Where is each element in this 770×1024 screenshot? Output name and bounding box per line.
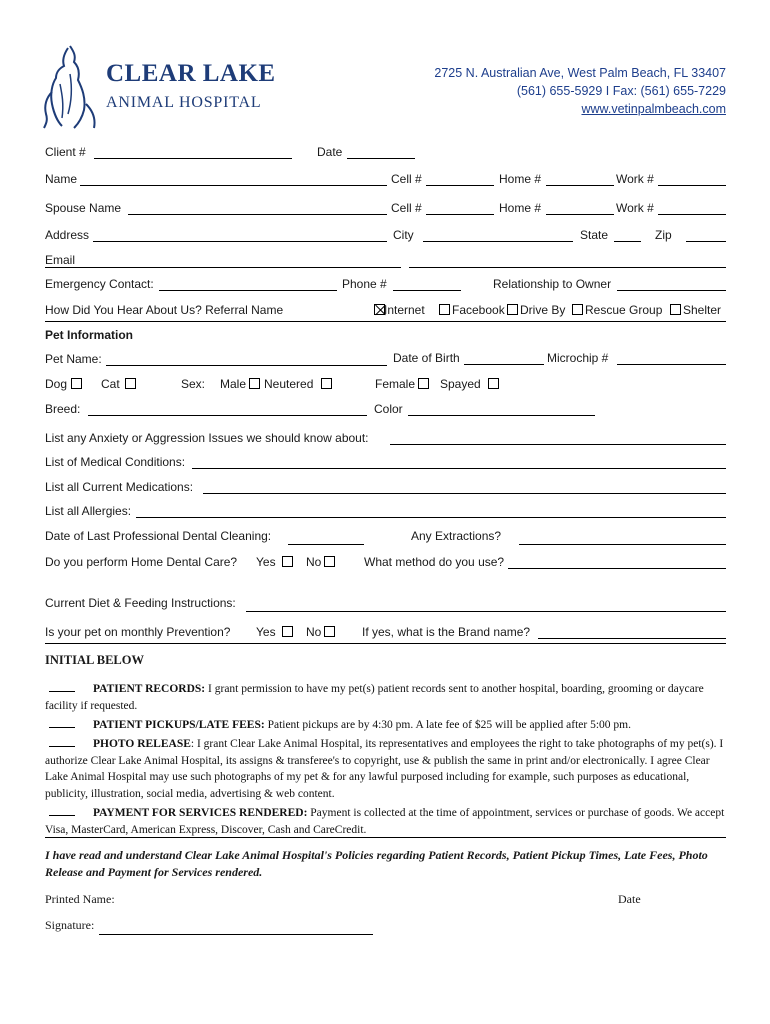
payment-clause (45, 804, 727, 838)
spouse-work-label: Work # (616, 201, 654, 215)
dob-field[interactable] (464, 364, 544, 365)
microchip-field[interactable] (617, 364, 726, 365)
dog-checkbox[interactable] (71, 378, 82, 389)
referral-facebook-label: Facebook (452, 303, 505, 317)
patient-records-clause (45, 680, 727, 714)
method-field[interactable] (508, 568, 726, 569)
patient-records-heading: PATIENT RECORDS: (93, 683, 206, 695)
logo (42, 44, 292, 132)
allergies-label: List all Allergies: (45, 504, 132, 518)
prevention-yes-label: Yes (256, 625, 276, 639)
brand-field[interactable] (538, 638, 726, 639)
work-label: Work # (616, 172, 654, 186)
color-label: Color (374, 402, 403, 416)
photo-release-heading: PHOTO RELEASE (93, 738, 191, 750)
referral-shelter-checkbox[interactable] (670, 304, 681, 315)
referral-driveby-label: Drive By (520, 303, 566, 317)
logo-subtitle: ANIMAL HOSPITAL (106, 94, 262, 111)
initial-below-title: INITIAL BELOW (45, 653, 144, 667)
allergies-field[interactable] (136, 517, 726, 518)
sex-label: Sex: (181, 377, 206, 391)
cell-field[interactable] (426, 185, 494, 186)
spouse-home-label: Home # (499, 201, 542, 215)
state-field[interactable] (614, 241, 641, 242)
spayed-checkbox[interactable] (488, 378, 499, 389)
referral-rescue-checkbox[interactable] (572, 304, 583, 315)
signature-field[interactable] (99, 934, 373, 935)
home-field[interactable] (546, 185, 614, 186)
prevention-label: Is your pet on monthly Prevention? (45, 625, 231, 639)
address-label: Address (45, 228, 90, 242)
female-checkbox[interactable] (418, 378, 429, 389)
home-dental-no-checkbox[interactable] (324, 556, 335, 567)
referral-facebook-checkbox[interactable] (439, 304, 450, 315)
relationship-field[interactable] (617, 290, 726, 291)
signature-label: Signature: (45, 918, 95, 932)
cell-label: Cell # (391, 172, 422, 186)
anxiety-label: List any Anxiety or Aggression Issues we should know about: (45, 431, 369, 445)
referral-driveby-checkbox[interactable] (507, 304, 518, 315)
male-checkbox[interactable] (249, 378, 260, 389)
horse-dog-logo-icon (42, 44, 98, 130)
date-field[interactable] (347, 158, 415, 159)
method-label: What method do you use? (364, 555, 505, 569)
spouse-work-field[interactable] (658, 214, 726, 215)
anxiety-field[interactable] (390, 444, 726, 445)
home-label: Home # (499, 172, 542, 186)
section-divider (45, 321, 726, 322)
city-label: City (393, 228, 414, 242)
male-label: Male (220, 377, 247, 391)
emergency-contact-label: Emergency Contact: (45, 277, 154, 291)
referral-rescue-label: Rescue Group (585, 303, 663, 317)
signature-date-label: Date (618, 892, 641, 906)
patient-records-initial-line[interactable] (49, 680, 75, 692)
client-number-label: Client # (45, 145, 86, 159)
medications-label: List all Current Medications: (45, 480, 194, 494)
cat-checkbox[interactable] (125, 378, 136, 389)
medical-conditions-field[interactable] (192, 468, 726, 469)
diet-field[interactable] (246, 611, 726, 612)
pet-name-field[interactable] (106, 365, 387, 366)
photo-release-text: : I grant Clear Lake Animal Hospital, its representatives and employees the right to take photographs of my pet(s). I authorize Clear Lake Animal Hospital, its assigns & transferee's to copyright, use & publish the same in print and/or electronically. I agree Clear Lake Animal Hospital may use such photographs of my pet & for any lawful purposed including for example, such purposes as educational, publicity, illustration, social media, advertising & web content. (45, 738, 724, 800)
clinic-phone-fax: (561) 655-5929 I Fax: (561) 655-7229 (516, 84, 726, 98)
payment-heading: PAYMENT FOR SERVICES RENDERED: (93, 807, 308, 819)
dog-label: Dog (45, 377, 68, 391)
neutered-checkbox[interactable] (321, 378, 332, 389)
payment-text: Payment is collected at the time of appointment, services or purchase of goods. We accept Visa, MasterCard, American Express, Discover, Cash and CareCredit. (45, 807, 725, 836)
email-field-continued[interactable] (409, 267, 726, 268)
photo-release-clause (45, 735, 727, 802)
section-divider (45, 837, 726, 838)
neutered-label: Neutered (264, 377, 314, 391)
section-divider (45, 643, 726, 644)
breed-label: Breed: (45, 402, 81, 416)
prevention-no-label: No (306, 625, 322, 639)
dob-label: Date of Birth (393, 351, 460, 365)
pickups-initial-line[interactable] (49, 716, 75, 728)
patient-records-text: I grant permission to have my pet(s) patient records sent to another hospital, boarding, grooming or daycare facility if requested. (45, 683, 704, 712)
pickups-heading: PATIENT PICKUPS/LATE FEES: (93, 719, 265, 731)
referral-internet-label: Internet (384, 303, 425, 317)
client-number-field[interactable] (94, 158, 292, 159)
email-field[interactable] (45, 267, 401, 268)
work-field[interactable] (658, 185, 726, 186)
address-field[interactable] (93, 241, 387, 242)
medications-field[interactable] (203, 493, 726, 494)
spouse-cell-label: Cell # (391, 201, 422, 215)
diet-label: Current Diet & Feeding Instructions: (45, 596, 236, 610)
home-dental-no-label: No (306, 555, 322, 569)
pet-name-label: Pet Name: (45, 352, 102, 366)
prevention-no-checkbox[interactable] (324, 626, 335, 637)
extractions-field[interactable] (519, 544, 726, 545)
printed-name-label: Printed Name: (45, 892, 115, 906)
spayed-label: Spayed (440, 377, 481, 391)
referral-shelter-label: Shelter (683, 303, 722, 317)
clinic-website[interactable]: www.vetinpalmbeach.com (581, 102, 726, 116)
dental-cleaning-label: Date of Last Professional Dental Cleaning: (45, 529, 272, 543)
home-dental-label: Do you perform Home Dental Care? (45, 555, 238, 569)
prevention-yes-checkbox[interactable] (282, 626, 293, 637)
dental-cleaning-field[interactable] (288, 544, 364, 545)
color-field[interactable] (408, 415, 595, 416)
home-dental-yes-label: Yes (256, 555, 276, 569)
name-label: Name (45, 172, 78, 186)
pet-info-title: Pet Information (45, 328, 134, 342)
cat-label: Cat (101, 377, 120, 391)
home-dental-yes-checkbox[interactable] (282, 556, 293, 567)
payment-initial-line[interactable] (49, 804, 75, 816)
clinic-address: 2725 N. Australian Ave, West Palm Beach, FL 33407 (434, 66, 726, 80)
zip-field[interactable] (686, 241, 726, 242)
spouse-home-field[interactable] (546, 214, 614, 215)
spouse-name-field[interactable] (128, 214, 387, 215)
medical-conditions-label: List of Medical Conditions: (45, 455, 186, 469)
state-label: State (580, 228, 609, 242)
female-label: Female (375, 377, 416, 391)
relationship-label: Relationship to Owner (493, 277, 612, 291)
breed-field[interactable] (88, 415, 367, 416)
extractions-label: Any Extractions? (411, 529, 502, 543)
microchip-label: Microchip # (547, 351, 609, 365)
emergency-phone-field[interactable] (393, 290, 461, 291)
spouse-name-label: Spouse Name (45, 201, 122, 215)
photo-release-initial-line[interactable] (49, 735, 75, 747)
email-label: Email (45, 253, 76, 267)
date-label: Date (317, 145, 343, 159)
city-field[interactable] (423, 241, 573, 242)
emergency-phone-label: Phone # (342, 277, 387, 291)
emergency-contact-field[interactable] (159, 290, 337, 291)
logo-name: CLEAR LAKE (106, 60, 276, 87)
zip-label: Zip (655, 228, 672, 242)
name-field[interactable] (80, 185, 387, 186)
brand-label: If yes, what is the Brand name? (362, 625, 531, 639)
agreement-statement: I have read and understand Clear Lake Animal Hospital's Policies regarding Patient Records, Patient Pickup Times, Late Fees, Photo Release and Payment for Services rendered. (45, 848, 708, 879)
pickups-clause (45, 716, 727, 734)
referral-label: How Did You Hear About Us? Referral Name (45, 303, 284, 317)
pickups-text: Patient pickups are by 4:30 pm. A late fee of $25 will be applied after 5:00 pm. (264, 719, 632, 731)
spouse-cell-field[interactable] (426, 214, 494, 215)
